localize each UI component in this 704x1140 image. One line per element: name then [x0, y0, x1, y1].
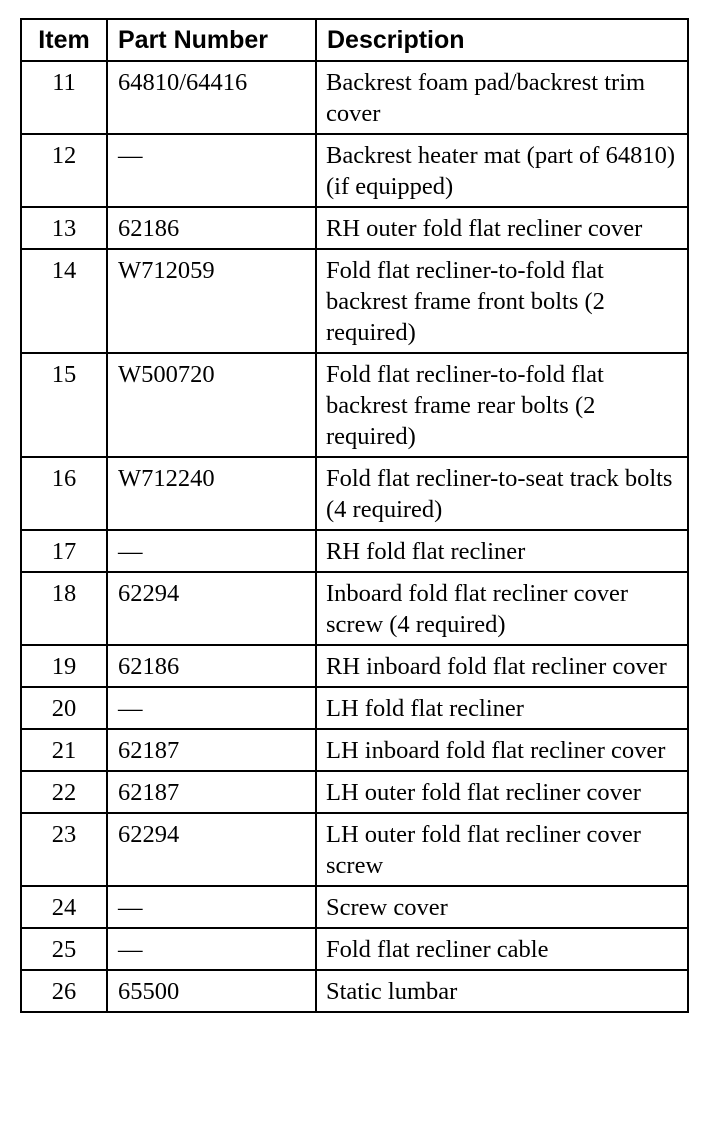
description-cell: Backrest heater mat (part of 64810) (if equipped) [316, 134, 688, 207]
part-number-cell: 62187 [107, 771, 316, 813]
table-header [21, 19, 688, 61]
description-cell: Backrest foam pad/backrest trim cover [316, 61, 688, 134]
parts-table [20, 18, 689, 1013]
description-cell: Static lumbar [316, 970, 688, 1012]
item-cell: 24 [21, 886, 107, 928]
table-row [21, 572, 688, 645]
part-number-cell: W712240 [107, 457, 316, 530]
table-row [21, 771, 688, 813]
description-cell: LH outer fold flat recliner cover screw [316, 813, 688, 886]
part-number-cell: 62186 [107, 645, 316, 687]
item-cell: 18 [21, 572, 107, 645]
table-row [21, 207, 688, 249]
table-row [21, 970, 688, 1012]
description-cell: RH inboard fold flat recliner cover [316, 645, 688, 687]
part-number-cell: — [107, 886, 316, 928]
item-cell: 20 [21, 687, 107, 729]
part-number-cell: 62186 [107, 207, 316, 249]
item-cell: 21 [21, 729, 107, 771]
part-number-cell: — [107, 928, 316, 970]
description-cell: Fold flat recliner-to-fold flat backrest frame rear bolts (2 required) [316, 353, 688, 457]
description-cell: RH fold flat recliner [316, 530, 688, 572]
table-body [21, 61, 688, 1012]
table-row [21, 249, 688, 353]
item-cell: 14 [21, 249, 107, 353]
item-cell: 12 [21, 134, 107, 207]
part-number-cell: 62294 [107, 813, 316, 886]
item-cell: 11 [21, 61, 107, 134]
part-number-column-header: Part Number [107, 19, 316, 61]
table-row [21, 530, 688, 572]
description-cell: LH outer fold flat recliner cover [316, 771, 688, 813]
description-cell: Inboard fold flat recliner cover screw (4 required) [316, 572, 688, 645]
table-row [21, 886, 688, 928]
description-cell: RH outer fold flat recliner cover [316, 207, 688, 249]
item-cell: 16 [21, 457, 107, 530]
item-cell: 23 [21, 813, 107, 886]
part-number-cell: 62294 [107, 572, 316, 645]
item-cell: 26 [21, 970, 107, 1012]
part-number-cell: — [107, 530, 316, 572]
description-cell: Fold flat recliner-to-seat track bolts (4 required) [316, 457, 688, 530]
table-row [21, 729, 688, 771]
item-cell: 13 [21, 207, 107, 249]
table-row [21, 687, 688, 729]
description-cell: Fold flat recliner-to-fold flat backrest frame front bolts (2 required) [316, 249, 688, 353]
table-row [21, 353, 688, 457]
item-cell: 22 [21, 771, 107, 813]
table-row [21, 645, 688, 687]
part-number-cell: 65500 [107, 970, 316, 1012]
table-row [21, 928, 688, 970]
description-column-header: Description [316, 19, 688, 61]
description-cell: Fold flat recliner cable [316, 928, 688, 970]
table-row [21, 813, 688, 886]
description-cell: LH fold flat recliner [316, 687, 688, 729]
item-cell: 15 [21, 353, 107, 457]
part-number-cell: 62187 [107, 729, 316, 771]
part-number-cell: — [107, 687, 316, 729]
part-number-cell: 64810/64416 [107, 61, 316, 134]
header-row [21, 19, 688, 61]
item-cell: 25 [21, 928, 107, 970]
table-row [21, 457, 688, 530]
table-row [21, 61, 688, 134]
part-number-cell: — [107, 134, 316, 207]
description-cell: LH inboard fold flat recliner cover [316, 729, 688, 771]
part-number-cell: W500720 [107, 353, 316, 457]
part-number-cell: W712059 [107, 249, 316, 353]
item-cell: 17 [21, 530, 107, 572]
table-row [21, 134, 688, 207]
item-column-header: Item [21, 19, 107, 61]
description-cell: Screw cover [316, 886, 688, 928]
item-cell: 19 [21, 645, 107, 687]
